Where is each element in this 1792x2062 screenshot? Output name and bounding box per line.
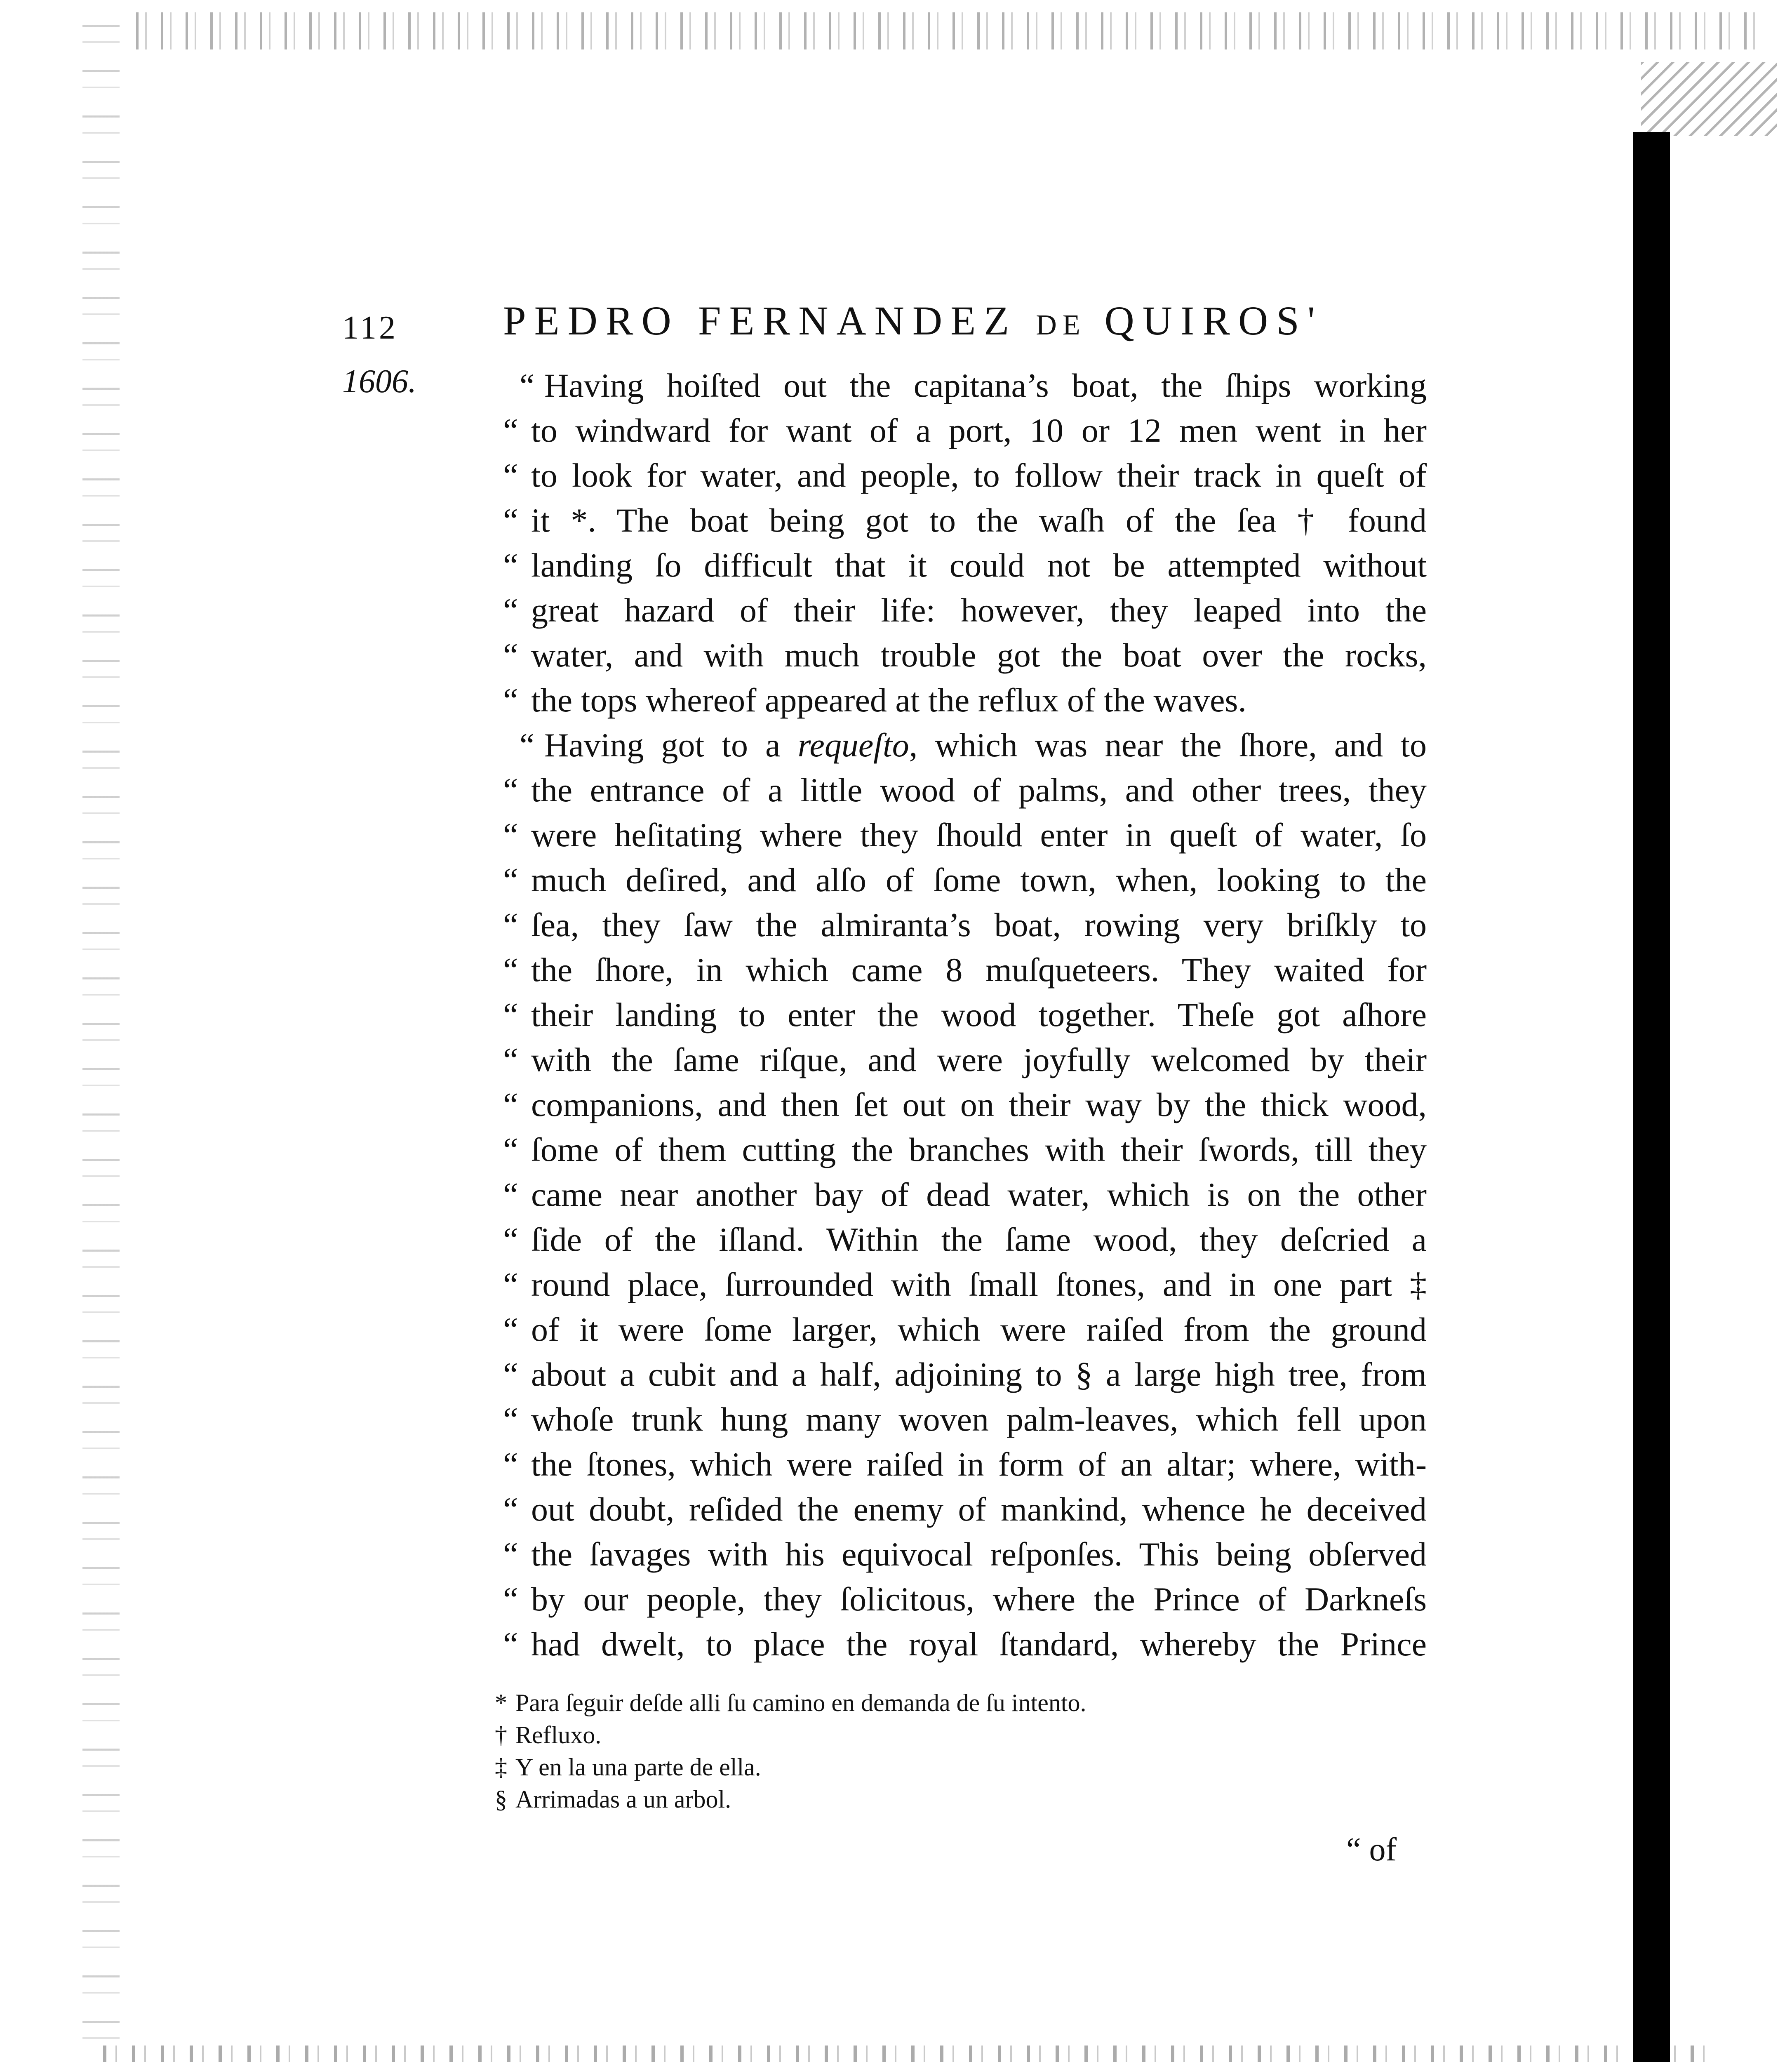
text-line [503, 1397, 1427, 1442]
quote-mark: “ [503, 861, 518, 899]
quote-mark: “ [503, 1086, 518, 1123]
quote-mark: “ [503, 906, 518, 944]
quote-mark: “ [503, 1221, 518, 1258]
page-number: 112 [342, 310, 398, 346]
text-line [503, 1622, 1427, 1667]
catchword: “ of [1346, 1831, 1397, 1868]
footnote [495, 1783, 1402, 1815]
footnote-mark: † [495, 1721, 507, 1749]
line-text: the ſhore, in which came 8 muſqueteers. They waited for [531, 951, 1427, 989]
scan-noise-top [136, 12, 1765, 49]
text-line [503, 812, 1427, 857]
line-text: landing ſo difficult that it could not be attempted without [531, 546, 1427, 584]
text-line [503, 1577, 1427, 1622]
text-line [503, 453, 1427, 498]
text-line [503, 1487, 1427, 1532]
footnote [495, 1751, 1402, 1783]
footnote [495, 1719, 1402, 1751]
scan-noise-bottom [103, 2046, 1711, 2062]
text-line [503, 902, 1427, 947]
line-text: ſome of them cutting the branches with their ſwords, till they [531, 1131, 1427, 1168]
text-line [503, 1532, 1427, 1577]
quote-mark: “ [503, 546, 518, 584]
text-line [503, 498, 1427, 543]
text-line [503, 1082, 1427, 1127]
quote-mark: “ [503, 1131, 518, 1168]
line-text: ſea, they ſaw the almiranta’s boat, rowing very briſkly to [531, 906, 1427, 944]
running-title-small: DE [1036, 309, 1086, 341]
quote-mark: “ [503, 1176, 518, 1213]
text-line [503, 1262, 1427, 1307]
footnote-mark: § [495, 1786, 507, 1813]
footnotes [495, 1687, 1402, 1815]
quote-mark: “ [503, 996, 518, 1033]
quote-mark: “ [503, 1311, 518, 1348]
text-line [503, 992, 1427, 1037]
quote-mark: “ [503, 771, 518, 809]
quote-mark: “ [503, 1266, 518, 1303]
line-text: it *. The boat being got to the waſh of the ſea † found [531, 501, 1427, 539]
line-text: came near another bay of dead water, which is on the other [531, 1176, 1427, 1213]
text-line [503, 1307, 1427, 1352]
text-line [503, 857, 1427, 902]
text-line [503, 543, 1427, 588]
quote-mark: “ [503, 1490, 518, 1528]
quote-mark: “ [503, 591, 518, 629]
line-text: Having hoiſted out the capitana’s boat, the ſhips working [544, 367, 1427, 404]
quote-mark: “ [503, 412, 518, 449]
text-line [503, 767, 1427, 812]
quote-mark: “ [503, 1041, 518, 1078]
text-line [503, 1127, 1427, 1172]
line-text: were heſitating where they ſhould enter in queſt of water, ſo [531, 816, 1427, 854]
quote-mark: “ [503, 501, 518, 539]
quote-mark: “ [520, 367, 535, 404]
text-line [503, 1037, 1427, 1082]
text-line [503, 678, 1427, 723]
footnote-mark: ‡ [495, 1754, 507, 1781]
quote-mark: “ [503, 951, 518, 989]
text-line [503, 723, 1427, 767]
running-title-main: PEDRO FERNANDEZ [503, 298, 1018, 344]
line-text: about a cubit and a half, adjoining to § a large high tree, from [531, 1356, 1427, 1393]
quote-mark: “ [503, 1445, 518, 1483]
footnote-text: Arrimadas a un arbol. [515, 1786, 731, 1813]
quote-mark: “ [503, 1401, 518, 1438]
text-line [503, 947, 1427, 992]
line-text: the tops whereof appeared at the reflux of the waves. [531, 681, 1246, 719]
body-text [503, 363, 1427, 1667]
quote-mark: “ [503, 636, 518, 674]
binding-shadow-bar [1633, 132, 1670, 2062]
text-line [503, 1442, 1427, 1487]
line-text: with the ſame riſque, and were joyfully welcomed by their [531, 1041, 1427, 1078]
line-text: ſide of the iſland. Within the ſame wood, they deſcried a [531, 1221, 1427, 1258]
line-text: much deſired, and alſo of ſome town, when, looking to the [531, 861, 1427, 899]
running-title-end: QUIROS' [1104, 298, 1323, 344]
footnote [495, 1687, 1402, 1719]
line-text: water, and with much trouble got the boat over the rocks, [531, 636, 1427, 674]
text-line [503, 1172, 1427, 1217]
line-text: round place, ſurrounded with ſmall ſtones, and in one part ‡ [531, 1266, 1427, 1303]
quote-mark: “ [503, 1356, 518, 1393]
quote-mark: “ [503, 1580, 518, 1618]
text-line [503, 1217, 1427, 1262]
text-line [503, 1352, 1427, 1397]
line-text: by our people, they ſolicitous, where the Prince of Darkneſs [531, 1580, 1427, 1618]
quote-mark: “ [503, 681, 518, 719]
footnote-text: Y en la una parte de ella. [515, 1754, 761, 1781]
quote-mark: “ [503, 457, 518, 494]
running-head [342, 297, 1435, 355]
line-text: their landing to enter the wood together. Theſe got aſhore [531, 996, 1427, 1033]
line-text: the ſtones, which were raiſed in form of an altar; where, with- [531, 1445, 1427, 1483]
line-text: out doubt, reſided the enemy of mankind, whence he deceived [531, 1490, 1427, 1528]
margin-year: 1606. [342, 363, 416, 400]
line-text: of it were ſome larger, which were raiſed from the ground [531, 1311, 1427, 1348]
footnote-text: Para ſeguir deſde alli ſu camino en demanda de ſu intento. [515, 1689, 1086, 1716]
line-text: to windward for want of a port, 10 or 12 men went in her [531, 412, 1427, 449]
text-line [503, 588, 1427, 633]
scan-noise-left [82, 25, 120, 2062]
footnote-text: Refluxo. [515, 1721, 602, 1749]
footnote-mark: * [495, 1689, 507, 1716]
quote-mark: “ [503, 1625, 518, 1663]
quote-mark: “ [503, 816, 518, 854]
scan-noise-corner [1641, 62, 1777, 136]
line-text: great hazard of their life: however, they leaped into the [531, 591, 1427, 629]
text-line [503, 363, 1427, 408]
line-text: had dwelt, to place the royal ſtandard, whereby the Prince [531, 1625, 1427, 1663]
line-text: whoſe trunk hung many woven palm-leaves, which fell upon [531, 1401, 1427, 1438]
line-text: the entrance of a little wood of palms, and other trees, they [531, 771, 1427, 809]
line-text: to look for water, and people, to follow their track in queſt of [531, 457, 1427, 494]
text-line [503, 408, 1427, 453]
quote-mark: “ [520, 726, 535, 764]
quote-mark: “ [503, 1535, 518, 1573]
line-text: companions, and then ſet out on their way by the thick wood, [531, 1086, 1427, 1123]
line-text: Having got to a requeſto, which was near the ſhore, and to [544, 726, 1427, 764]
line-text: the ſavages with his equivocal reſponſes. This being obſerved [531, 1535, 1427, 1573]
running-title [503, 297, 1323, 344]
text-line [503, 633, 1427, 678]
